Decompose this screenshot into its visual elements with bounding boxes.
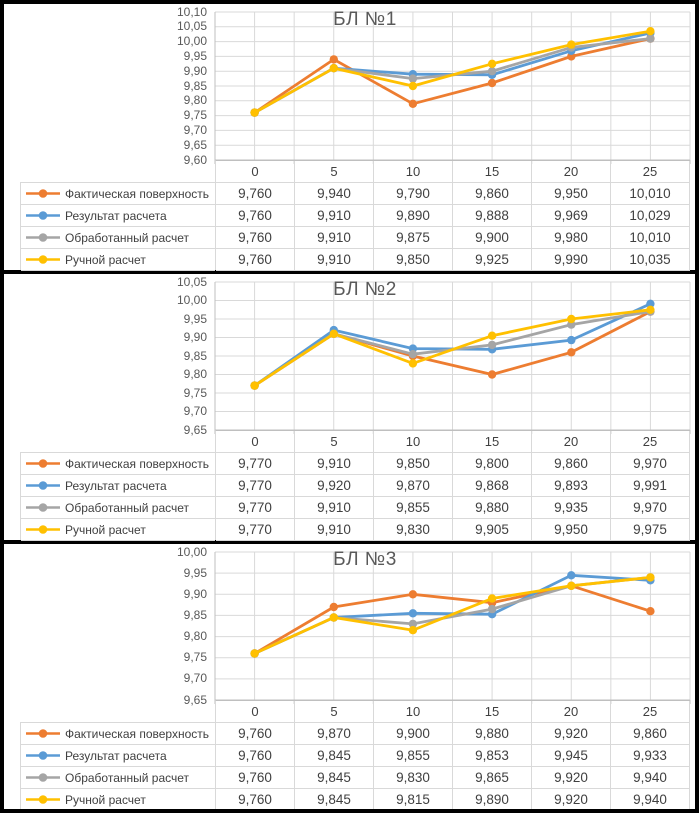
value-cell: 9,760 bbox=[216, 227, 295, 249]
value-cell: 9,860 bbox=[453, 183, 532, 205]
table-row bbox=[216, 205, 690, 227]
value-cell: 9,991 bbox=[611, 475, 690, 497]
table-row bbox=[216, 497, 690, 519]
x-header-cell: 20 bbox=[532, 161, 611, 183]
legend-key-icon bbox=[25, 188, 61, 199]
value-cell: 9,855 bbox=[374, 745, 453, 767]
data-table-legend bbox=[20, 722, 215, 810]
data-point-marker bbox=[488, 341, 496, 349]
value-cell: 9,830 bbox=[374, 519, 453, 541]
chart-title: БЛ №2 bbox=[333, 279, 397, 300]
series-name: Результат расчета bbox=[65, 748, 167, 763]
legend-row bbox=[21, 497, 215, 519]
legend-key-icon bbox=[25, 794, 61, 805]
y-axis-tick-label: 9,95 bbox=[183, 311, 207, 326]
x-header-cell: 10 bbox=[374, 431, 453, 453]
data-table-legend bbox=[20, 182, 215, 270]
legend-row bbox=[21, 205, 215, 227]
x-header-cell: 10 bbox=[374, 161, 453, 183]
series-name: Ручной расчет bbox=[65, 252, 146, 267]
value-cell: 9,770 bbox=[216, 453, 295, 475]
legend-key-icon bbox=[25, 458, 61, 469]
value-cell: 9,890 bbox=[374, 205, 453, 227]
x-header-cell: 5 bbox=[295, 701, 374, 723]
data-point-marker bbox=[409, 590, 417, 598]
legend-row bbox=[21, 789, 215, 811]
chart-block-bl3 bbox=[4, 544, 695, 810]
table-header-row bbox=[216, 161, 690, 183]
value-cell: 9,920 bbox=[532, 723, 611, 745]
legend-key-icon bbox=[25, 524, 61, 535]
y-axis-tick-label: 9,75 bbox=[183, 108, 207, 123]
series-name: Ручной расчет bbox=[65, 792, 146, 807]
data-point-marker bbox=[250, 649, 258, 657]
data-point-marker bbox=[409, 100, 417, 108]
data-point-marker bbox=[250, 381, 258, 389]
table-row bbox=[216, 519, 690, 541]
y-axis-tick-label: 9,75 bbox=[183, 650, 207, 665]
legend-row bbox=[21, 453, 215, 475]
value-cell: 9,760 bbox=[216, 723, 295, 745]
value-cell: 9,900 bbox=[374, 723, 453, 745]
data-table-legend bbox=[20, 452, 215, 540]
y-axis-tick-label: 10,05 bbox=[176, 19, 207, 34]
y-axis-tick-label: 9,90 bbox=[183, 63, 207, 78]
series-name: Фактическая поверхность bbox=[65, 186, 209, 201]
value-cell: 9,870 bbox=[374, 475, 453, 497]
value-cell: 10,010 bbox=[611, 227, 690, 249]
table-row bbox=[216, 767, 690, 789]
value-cell: 9,980 bbox=[532, 227, 611, 249]
legend-row bbox=[21, 519, 215, 541]
value-cell: 9,905 bbox=[453, 519, 532, 541]
x-header-cell: 15 bbox=[453, 701, 532, 723]
value-cell: 9,888 bbox=[453, 205, 532, 227]
data-table-values bbox=[215, 700, 690, 810]
x-header-cell: 15 bbox=[453, 161, 532, 183]
data-table-values bbox=[215, 160, 690, 270]
data-point-marker bbox=[488, 370, 496, 378]
y-axis-tick-label: 9,75 bbox=[183, 385, 207, 400]
value-cell: 9,940 bbox=[295, 183, 374, 205]
value-cell: 9,893 bbox=[532, 475, 611, 497]
data-point-marker bbox=[488, 594, 496, 602]
x-header-cell: 20 bbox=[532, 701, 611, 723]
data-point-marker bbox=[567, 571, 575, 579]
y-axis-tick-label: 10,05 bbox=[176, 274, 207, 289]
value-cell: 10,029 bbox=[611, 205, 690, 227]
data-point-marker bbox=[567, 582, 575, 590]
value-cell: 9,910 bbox=[295, 249, 374, 271]
value-cell: 9,855 bbox=[374, 497, 453, 519]
data-point-marker bbox=[409, 350, 417, 358]
value-cell: 9,875 bbox=[374, 227, 453, 249]
legend-key-icon bbox=[25, 232, 61, 243]
y-axis-tick-label: 9,90 bbox=[183, 330, 207, 344]
legend-row bbox=[21, 227, 215, 249]
value-cell: 9,830 bbox=[374, 767, 453, 789]
table-row bbox=[216, 227, 690, 249]
table-row bbox=[216, 745, 690, 767]
y-axis-tick-label: 9,65 bbox=[183, 137, 207, 152]
value-cell: 9,945 bbox=[532, 745, 611, 767]
value-cell: 10,035 bbox=[611, 249, 690, 271]
y-axis-tick-label: 10,00 bbox=[176, 293, 207, 307]
data-point-marker bbox=[567, 348, 575, 356]
value-cell: 9,865 bbox=[453, 767, 532, 789]
value-cell: 9,790 bbox=[374, 183, 453, 205]
x-header-cell: 25 bbox=[611, 431, 690, 453]
data-point-marker bbox=[330, 64, 338, 72]
value-cell: 9,870 bbox=[295, 723, 374, 745]
value-cell: 9,920 bbox=[532, 767, 611, 789]
y-axis-tick-label: 9,70 bbox=[183, 671, 207, 686]
value-cell: 9,950 bbox=[532, 519, 611, 541]
data-point-marker bbox=[567, 336, 575, 344]
value-cell: 9,900 bbox=[453, 227, 532, 249]
value-cell: 9,770 bbox=[216, 519, 295, 541]
table-row bbox=[216, 789, 690, 811]
series-name: Обработанный расчет bbox=[65, 500, 190, 515]
legend-row bbox=[21, 767, 215, 789]
x-header-cell: 25 bbox=[611, 701, 690, 723]
chart-title: БЛ №1 bbox=[333, 9, 397, 30]
data-point-marker bbox=[250, 108, 258, 116]
series-name: Фактическая поверхность bbox=[65, 456, 209, 471]
chart-title: БЛ №3 bbox=[333, 549, 397, 570]
value-cell: 9,970 bbox=[611, 453, 690, 475]
series-name: Обработанный расчет bbox=[65, 770, 190, 785]
y-axis-tick-label: 9,80 bbox=[183, 629, 207, 644]
value-cell: 9,760 bbox=[216, 789, 295, 811]
x-header-cell: 5 bbox=[295, 161, 374, 183]
value-cell: 9,920 bbox=[532, 789, 611, 811]
value-cell: 9,990 bbox=[532, 249, 611, 271]
table-row bbox=[216, 249, 690, 271]
value-cell: 10,010 bbox=[611, 183, 690, 205]
data-point-marker bbox=[567, 315, 575, 323]
value-cell: 9,850 bbox=[374, 453, 453, 475]
value-cell: 9,933 bbox=[611, 745, 690, 767]
y-axis-tick-label: 10,00 bbox=[176, 34, 207, 49]
y-axis-tick-label: 9,80 bbox=[183, 93, 207, 108]
data-point-marker bbox=[646, 34, 654, 42]
data-point-marker bbox=[646, 573, 654, 581]
table-row bbox=[216, 453, 690, 475]
legend-key-icon bbox=[25, 480, 61, 491]
value-cell: 9,890 bbox=[453, 789, 532, 811]
value-cell: 9,853 bbox=[453, 745, 532, 767]
legend-key-icon bbox=[25, 728, 61, 739]
value-cell: 9,860 bbox=[611, 723, 690, 745]
y-axis-tick-label: 9,65 bbox=[183, 692, 207, 707]
table-row bbox=[216, 723, 690, 745]
value-cell: 9,880 bbox=[453, 723, 532, 745]
legend-row bbox=[21, 745, 215, 767]
value-cell: 9,910 bbox=[295, 227, 374, 249]
y-axis-tick-label: 9,80 bbox=[183, 367, 207, 381]
data-point-marker bbox=[646, 27, 654, 35]
series-name: Результат расчета bbox=[65, 208, 167, 223]
legend-key-icon bbox=[25, 750, 61, 761]
value-cell: 9,760 bbox=[216, 205, 295, 227]
y-axis-tick-label: 10,00 bbox=[176, 544, 207, 559]
data-point-marker bbox=[488, 67, 496, 75]
x-header-cell: 25 bbox=[611, 161, 690, 183]
data-point-marker bbox=[488, 60, 496, 68]
x-header-cell: 10 bbox=[374, 701, 453, 723]
value-cell: 9,950 bbox=[532, 183, 611, 205]
value-cell: 9,969 bbox=[532, 205, 611, 227]
value-cell: 9,940 bbox=[611, 789, 690, 811]
value-cell: 9,910 bbox=[295, 519, 374, 541]
value-cell: 9,845 bbox=[295, 745, 374, 767]
value-cell: 9,760 bbox=[216, 183, 295, 205]
legend-row bbox=[21, 249, 215, 271]
legend-row bbox=[21, 475, 215, 497]
y-axis-tick-label: 9,90 bbox=[183, 586, 207, 601]
value-cell: 9,868 bbox=[453, 475, 532, 497]
value-cell: 9,910 bbox=[295, 205, 374, 227]
series-name: Результат расчета bbox=[65, 478, 167, 493]
data-point-marker bbox=[330, 330, 338, 338]
data-point-marker bbox=[567, 40, 575, 48]
value-cell: 9,970 bbox=[611, 497, 690, 519]
legend-key-icon bbox=[25, 210, 61, 221]
y-axis-tick-label: 9,85 bbox=[183, 348, 207, 363]
value-cell: 9,845 bbox=[295, 767, 374, 789]
data-point-marker bbox=[330, 613, 338, 621]
series-name: Обработанный расчет bbox=[65, 230, 190, 245]
value-cell: 9,975 bbox=[611, 519, 690, 541]
data-point-marker bbox=[646, 306, 654, 314]
y-axis-tick-label: 9,65 bbox=[183, 422, 207, 437]
data-point-marker bbox=[409, 359, 417, 367]
x-header-cell: 0 bbox=[216, 701, 295, 723]
x-header-cell: 0 bbox=[216, 161, 295, 183]
y-axis-tick-label: 10,10 bbox=[176, 4, 207, 19]
value-cell: 9,770 bbox=[216, 497, 295, 519]
data-point-marker bbox=[488, 605, 496, 613]
legend-key-icon bbox=[25, 502, 61, 513]
value-cell: 9,800 bbox=[453, 453, 532, 475]
value-cell: 9,845 bbox=[295, 789, 374, 811]
chart-block-bl2 bbox=[4, 274, 695, 544]
x-header-cell: 15 bbox=[453, 431, 532, 453]
value-cell: 9,860 bbox=[532, 453, 611, 475]
y-axis-tick-label: 9,85 bbox=[183, 607, 207, 622]
value-cell: 9,910 bbox=[295, 497, 374, 519]
value-cell: 9,770 bbox=[216, 475, 295, 497]
value-cell: 9,815 bbox=[374, 789, 453, 811]
value-cell: 9,925 bbox=[453, 249, 532, 271]
data-point-marker bbox=[409, 82, 417, 90]
legend-key-icon bbox=[25, 254, 61, 265]
chart-block-bl1 bbox=[4, 4, 695, 274]
data-point-marker bbox=[330, 603, 338, 611]
series-name: Фактическая поверхность bbox=[65, 726, 209, 741]
table-header-row bbox=[216, 701, 690, 723]
data-point-marker bbox=[646, 607, 654, 615]
value-cell: 9,920 bbox=[295, 475, 374, 497]
x-header-cell: 5 bbox=[295, 431, 374, 453]
table-row bbox=[216, 475, 690, 497]
y-axis-tick-label: 9,85 bbox=[183, 78, 207, 93]
y-axis-tick-label: 9,60 bbox=[183, 152, 207, 167]
series-name: Ручной расчет bbox=[65, 522, 146, 537]
data-point-marker bbox=[409, 609, 417, 617]
data-point-marker bbox=[409, 74, 417, 82]
value-cell: 9,760 bbox=[216, 745, 295, 767]
x-header-cell: 0 bbox=[216, 431, 295, 453]
table-header-row bbox=[216, 431, 690, 453]
y-axis-tick-label: 9,95 bbox=[183, 565, 207, 580]
data-point-marker bbox=[409, 626, 417, 634]
value-cell: 9,760 bbox=[216, 249, 295, 271]
data-point-marker bbox=[488, 332, 496, 340]
data-table-values bbox=[215, 430, 690, 540]
value-cell: 9,760 bbox=[216, 767, 295, 789]
legend-key-icon bbox=[25, 772, 61, 783]
legend-row bbox=[21, 723, 215, 745]
table-row bbox=[216, 183, 690, 205]
x-header-cell: 20 bbox=[532, 431, 611, 453]
value-cell: 9,935 bbox=[532, 497, 611, 519]
value-cell: 9,880 bbox=[453, 497, 532, 519]
value-cell: 9,850 bbox=[374, 249, 453, 271]
legend-row bbox=[21, 183, 215, 205]
value-cell: 9,940 bbox=[611, 767, 690, 789]
data-point-marker bbox=[488, 79, 496, 87]
y-axis-tick-label: 9,95 bbox=[183, 48, 207, 63]
data-point-marker bbox=[330, 55, 338, 63]
y-axis-tick-label: 9,70 bbox=[183, 122, 207, 137]
value-cell: 9,910 bbox=[295, 453, 374, 475]
y-axis-tick-label: 9,70 bbox=[183, 404, 207, 418]
